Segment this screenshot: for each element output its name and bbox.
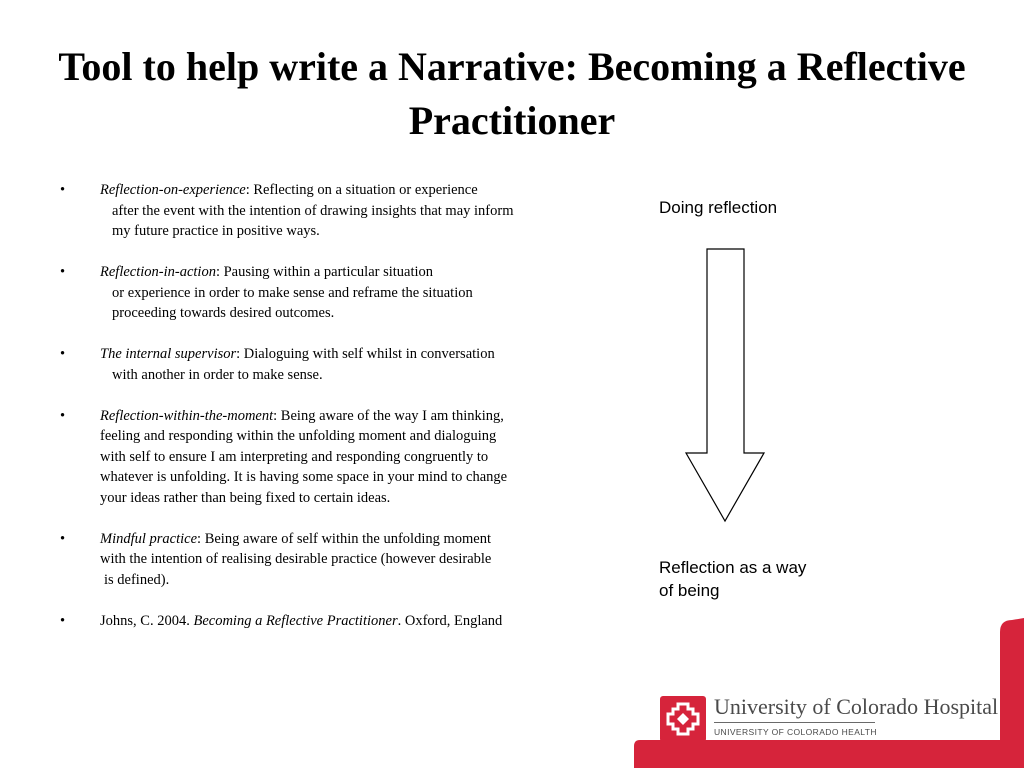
bullet-dot: •: [60, 264, 66, 280]
cross-emblem-icon: [660, 696, 706, 742]
doing-reflection-label: Doing reflection: [659, 198, 778, 217]
bullet-item: [60, 406, 600, 509]
bullet-line: whatever is unfolding. It is having some space in your mind to change: [100, 469, 508, 485]
bullet-dot: •: [60, 612, 66, 629]
bullet-item: [60, 529, 600, 591]
bullet-term: The internal supervisor: Dialoguing with self whilst in conversation: [100, 346, 495, 362]
bullet-term: Mindful practice: Being aware of self within the unfolding moment: [100, 530, 492, 547]
reflection-way-of-being-label: Reflection as a way of being: [659, 558, 807, 600]
bullet-item: [60, 344, 600, 385]
down-arrow-icon: [684, 248, 766, 524]
bullet-dot: •: [60, 530, 66, 547]
bullet-line: after the event with the intention of drawing insights that may inform: [112, 202, 514, 219]
bullet-list: [60, 180, 600, 652]
bullet-dot: •: [60, 346, 66, 362]
bullet-line: with another in order to make sense.: [112, 366, 323, 383]
bullet-item: [60, 262, 600, 324]
bullet-line: is defined).: [104, 571, 170, 588]
slide-title: Tool to help write a Narrative: Becoming a Reflective Practitioner: [58, 44, 966, 143]
university-logo: [660, 694, 1005, 744]
corner-decoration: [634, 618, 1024, 768]
bullet-line: your ideas rather than being fixed to certain ideas.: [100, 489, 391, 506]
bullet-term: Reflection-within-the-moment: Being aware of the way I am thinking,: [100, 407, 504, 424]
bullet-line: with the intention of realising desirable practice (however desirable: [100, 551, 492, 567]
bullet-dot: •: [60, 407, 66, 424]
reference-text: Johns, C. 2004. Becoming a Reflective Practitioner. Oxford, England: [100, 612, 503, 629]
bullet-line: feeling and responding within the unfolding moment and dialoguing: [100, 428, 497, 444]
bullet-dot: •: [60, 182, 66, 198]
logo-subtitle: UNIVERSITY OF COLORADO HEALTH: [714, 727, 877, 737]
reference-item: [60, 611, 600, 632]
bullet-line: proceeding towards desired outcomes.: [112, 305, 335, 321]
bullet-line: my future practice in positive ways.: [112, 223, 320, 239]
logo-divider: [714, 722, 875, 723]
bullet-term: Reflection-in-action: Pausing within a particular situation: [100, 264, 434, 280]
bullet-line: or experience in order to make sense and reframe the situation: [112, 284, 473, 301]
bullet-line: with self to ensure I am interpreting and responding congruently to: [100, 448, 489, 465]
bullet-item: [60, 180, 600, 242]
logo-name: University of Colorado Hospital: [714, 694, 999, 719]
bullet-term: Reflection-on-experience: Reflecting on a situation or experience: [100, 182, 478, 198]
